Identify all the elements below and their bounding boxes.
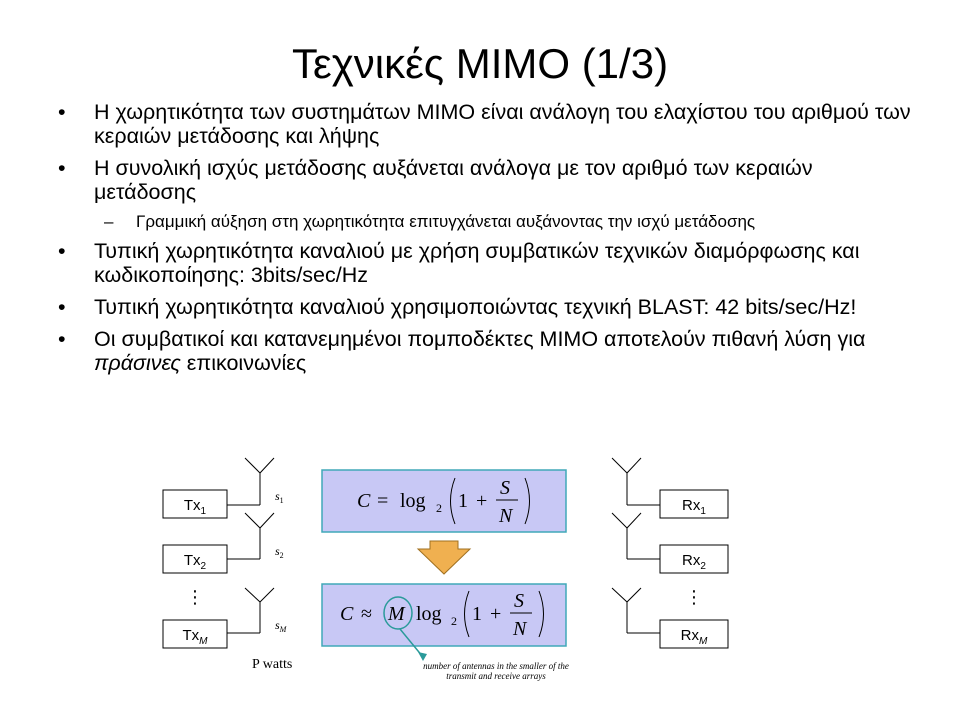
rx-antenna-1	[612, 458, 660, 505]
svg-text:N: N	[499, 505, 513, 527]
bullet-marker: •	[58, 327, 66, 351]
tx-label: $Tx_1$	[183, 497, 207, 517]
bullet-marker: •	[58, 156, 66, 180]
svg-text:log: log	[400, 490, 426, 512]
signal-label: $s_M$	[275, 618, 287, 634]
rx-label: $Rx_1$	[682, 497, 706, 517]
rx-antenna-m	[612, 588, 660, 633]
bullet-marker: •	[58, 239, 66, 263]
svg-text:2: 2	[451, 614, 457, 628]
signal-label: $s_2$	[275, 544, 284, 560]
annotation-text: number of antennas in the smaller of the	[423, 661, 569, 671]
svg-text:S: S	[500, 477, 510, 499]
rx-vdots: ⋮	[685, 587, 703, 608]
bullet-text: Τυπική χωρητικότητα καναλιού με χρήση συμβατικών τεχνικών διαμόρφωσης και κωδικοποίησης: 3bits/sec/Hz	[94, 239, 860, 287]
svg-text:C: C	[357, 490, 371, 512]
mimo-capacity-formula-box	[322, 584, 566, 646]
tx-antenna-2	[227, 513, 274, 559]
svg-text:S: S	[514, 590, 524, 612]
annotation-text: transmit and receive arrays	[446, 671, 546, 681]
svg-text:N: N	[513, 618, 527, 640]
tx-label: $Tx_M$	[182, 627, 208, 647]
svg-text:M: M	[388, 603, 405, 625]
svg-text:log: log	[416, 603, 442, 625]
tx-antenna-m	[227, 588, 274, 633]
svg-text:C: C	[340, 603, 354, 625]
bullet-text: Η συνολική ισχύς μετάδοσης αυξάνεται ανάλογα με τον αριθμό των κεραιών μετάδοσης	[94, 156, 813, 204]
svg-text:+: +	[476, 490, 488, 512]
tx-antenna-1	[227, 458, 274, 505]
slide-title: Τεχνικές MIMO (1/3)	[291, 40, 669, 87]
rx-label: $Rx_M$	[680, 627, 708, 647]
bullet-text: Τυπική χωρητικότητα καναλιού χρησιμοποιώντας τεχνική BLAST: 42 bits/sec/Hz!	[94, 295, 857, 319]
svg-text:=: =	[377, 490, 389, 512]
svg-text:≈: ≈	[361, 603, 372, 625]
bullet-text: Οι συμβατικοί και κατανεμημένοι πομποδέκτες MIMO αποτελούν πιθανή λύση για πράσινες επικοινωνίες	[94, 327, 866, 375]
rx-label: $Rx_2$	[682, 552, 706, 572]
rx-antenna-2	[612, 513, 660, 559]
power-label: P watts	[252, 657, 293, 672]
tx-label: $Tx_2$	[183, 552, 207, 572]
svg-text:1: 1	[472, 603, 482, 625]
signal-label: $s_1$	[275, 489, 284, 505]
svg-text:2: 2	[436, 501, 442, 515]
bullet-text: Η χωρητικότητα των συστημάτων MIMO είναι ανάλογη του ελαχίστου του αριθμού των κεραιών μετάδοσης και λήψης	[94, 100, 911, 148]
bullet-marker: •	[58, 100, 66, 124]
sub-bullet-text: Γραμμική αύξηση στη χωρητικότητα επιτυγχάνεται αυξάνοντας την ισχύ μετάδοσης	[136, 212, 756, 231]
emphasized-word: πράσινες	[94, 351, 181, 375]
bullet-marker: •	[58, 295, 66, 319]
sub-bullet-marker: –	[104, 212, 114, 231]
svg-text:1: 1	[458, 490, 468, 512]
tx-vdots: ⋮	[186, 587, 204, 608]
svg-text:+: +	[490, 603, 502, 625]
down-arrow	[418, 541, 470, 574]
annotation-arrowhead	[418, 652, 427, 661]
